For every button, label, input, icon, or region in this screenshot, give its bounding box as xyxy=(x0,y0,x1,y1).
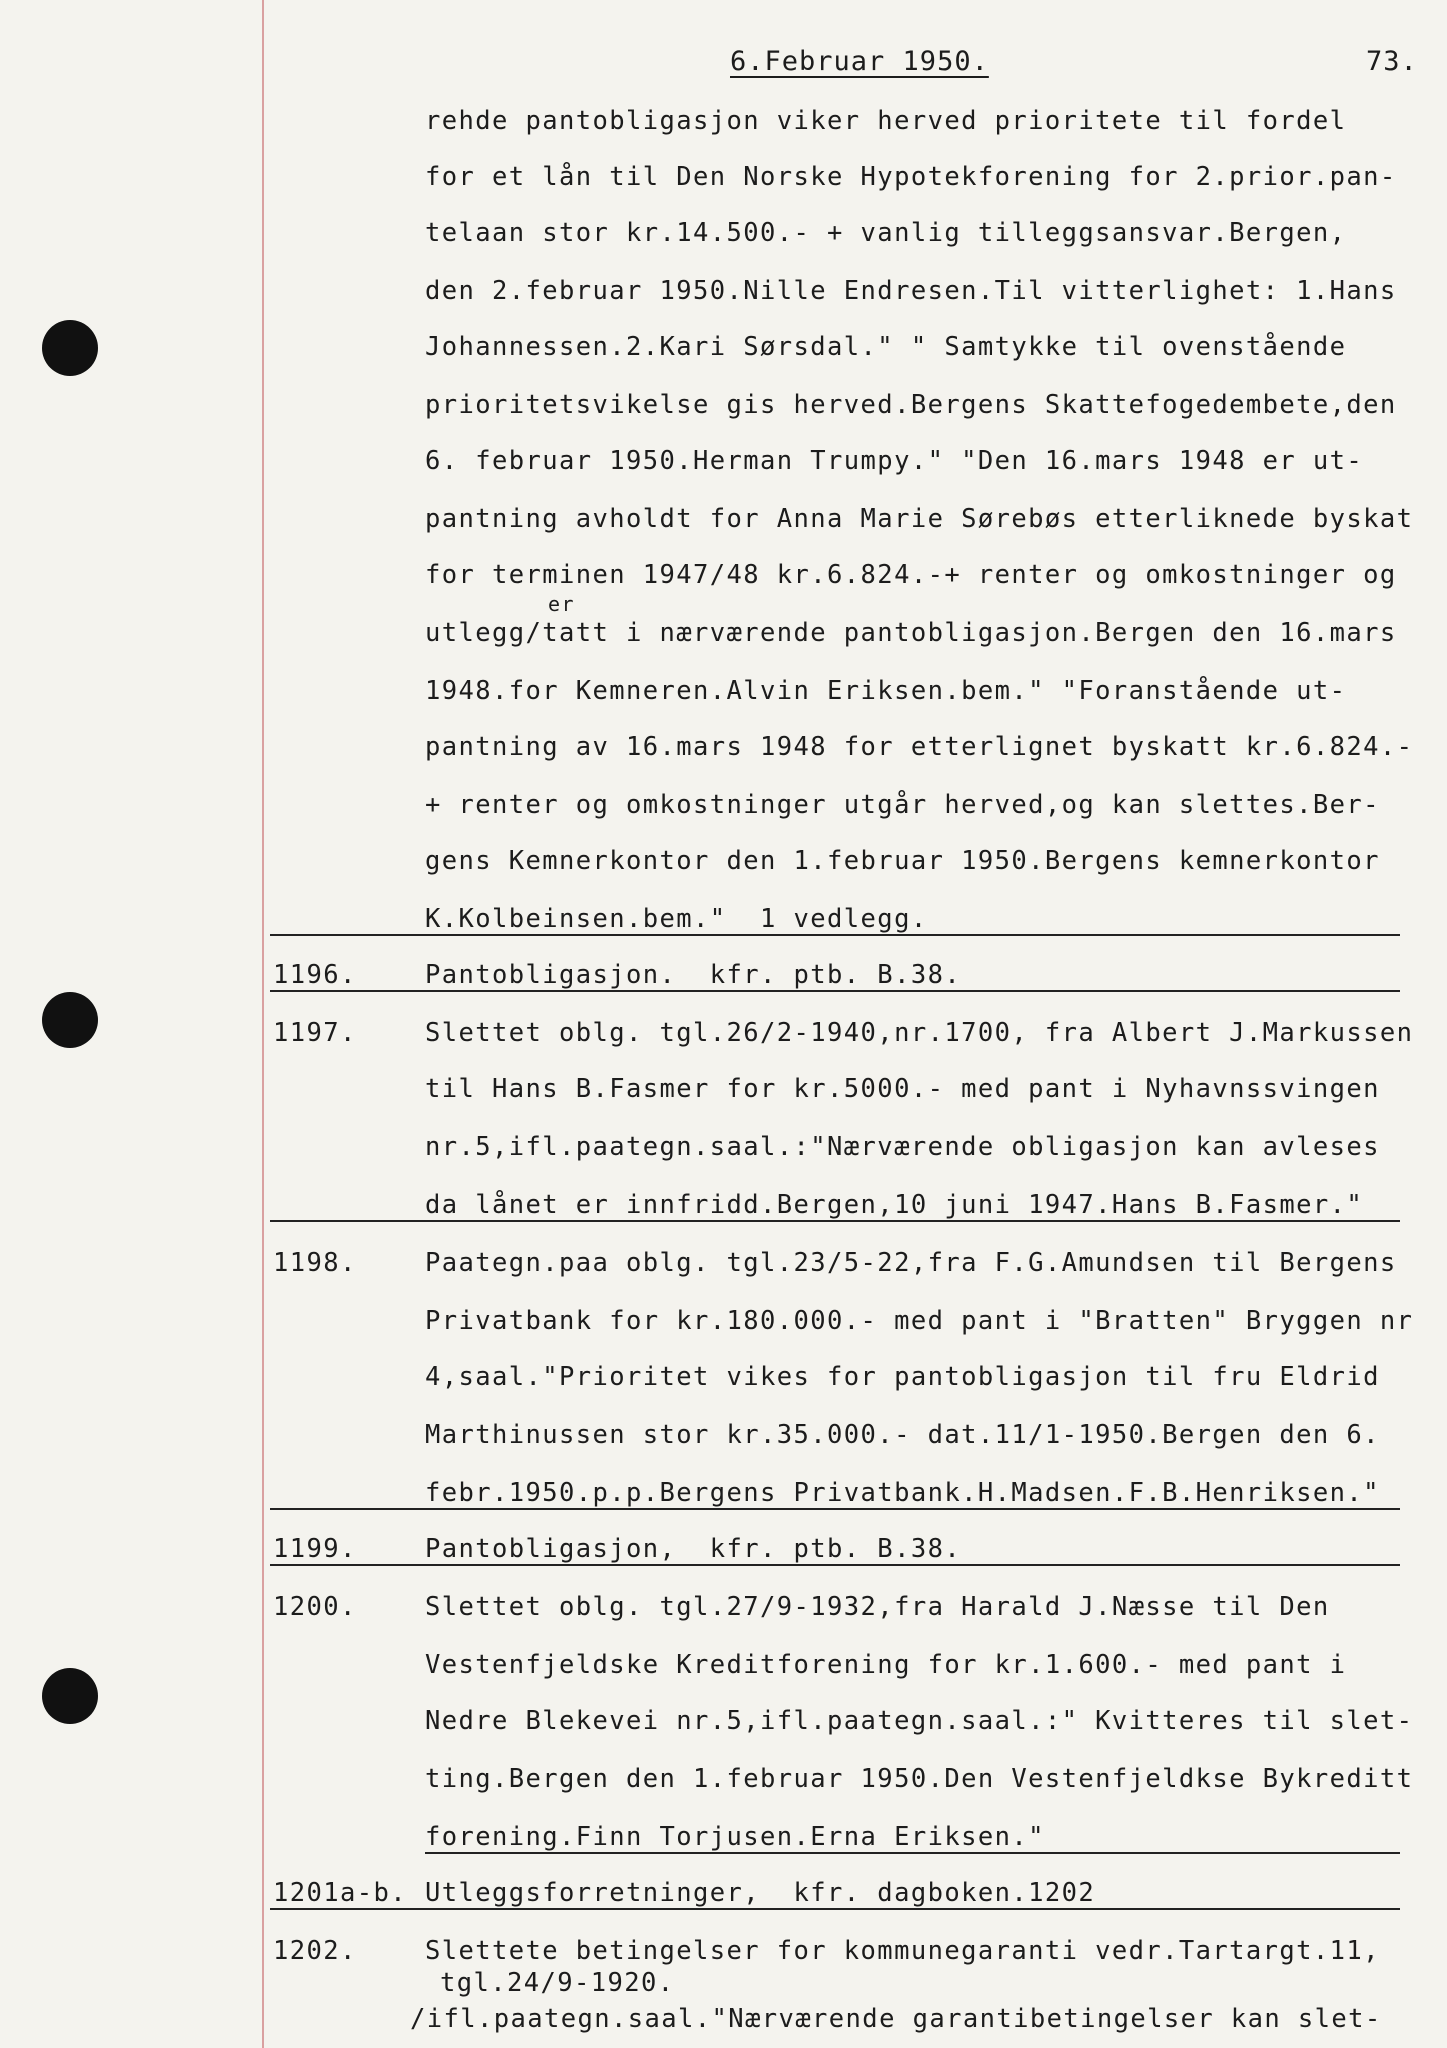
text-line: pantning avholdt for Anna Marie Sørebøs etterliknede byskat xyxy=(425,504,1414,534)
entry-line: Utleggsforretninger, kfr. dagboken.1202 xyxy=(425,1878,1096,1908)
text-line: Johannessen.2.Kari Sørsdal." " Samtykke til ovenstående xyxy=(425,332,1347,362)
entry-line: Nedre Blekevei nr.5,ifl.paategn.saal.:" Kvitteres til slet- xyxy=(425,1706,1414,1736)
entry-line: Slettet oblg. tgl.27/9-1932,fra Harald J.Næsse til Den xyxy=(425,1592,1330,1622)
text-line: for terminen 1947/48 kr.6.824.-+ renter og omkostninger og xyxy=(425,560,1397,590)
text-line: K.Kolbeinsen.bem." 1 vedlegg. xyxy=(425,904,928,934)
text-line: gens Kemnerkontor den 1.februar 1950.Bergens kemnerkontor xyxy=(425,846,1380,876)
entry-line: /ifl.paategn.saal."Nærværende garantibetingelser kan slet- xyxy=(410,2004,1382,2034)
entry-line: 4,saal."Prioritet vikes for pantobligasjon til fru Eldrid xyxy=(425,1362,1380,1392)
divider xyxy=(425,1852,1400,1854)
margin-rule xyxy=(262,0,264,2048)
page-date: 6.Februar 1950. xyxy=(730,46,989,77)
entry-line: Pantobligasjon. kfr. ptb. B.38. xyxy=(425,960,962,990)
entry-number: 1201a-b. xyxy=(273,1878,408,1908)
text-line: pantning av 16.mars 1948 for etterlignet byskatt kr.6.824.- xyxy=(425,732,1414,762)
entry-number: 1198. xyxy=(273,1248,357,1278)
entry-line: da lånet er innfridd.Bergen,10 juni 1947.Hans B.Fasmer." xyxy=(425,1190,1364,1220)
text-line: 1948.for Kemneren.Alvin Eriksen.bem." "Foranstående ut- xyxy=(425,676,1347,706)
divider xyxy=(270,990,1400,992)
entry-line: Slettet oblg. tgl.26/2-1940,nr.1700, fra Albert J.Markussen xyxy=(425,1018,1414,1048)
entry-line: Paategn.paa oblg. tgl.23/5-22,fra F.G.Amundsen til Bergens xyxy=(425,1248,1397,1278)
divider xyxy=(270,1508,1400,1510)
interlinear-note: er xyxy=(548,592,575,616)
entry-number: 1200. xyxy=(273,1592,357,1622)
text-line: utlegg/tatt i nærværende pantobligasjon.Bergen den 16.mars xyxy=(425,618,1397,648)
text-line: prioritetsvikelse gis herved.Bergens Skattefogedembete,den xyxy=(425,390,1397,420)
page-number: 73. xyxy=(1366,46,1418,77)
text-line: 6. februar 1950.Herman Trumpy." "Den 16.mars 1948 er ut- xyxy=(425,446,1364,476)
text-line: for et lån til Den Norske Hypotekforening for 2.prior.pan- xyxy=(425,162,1397,192)
entry-line: Marthinussen stor kr.35.000.- dat.11/1-1950.Bergen den 6. xyxy=(425,1420,1380,1450)
entry-number: 1199. xyxy=(273,1534,357,1564)
divider xyxy=(270,934,1400,936)
divider xyxy=(270,1908,1400,1910)
entry-line: Vestenfjeldske Kreditforening for kr.1.600.- med pant i xyxy=(425,1650,1347,1680)
text-line: den 2.februar 1950.Nille Endresen.Til vitterlighet: 1.Hans xyxy=(425,276,1397,306)
entry-number: 1197. xyxy=(273,1018,357,1048)
divider xyxy=(270,1564,1400,1566)
entry-line: til Hans B.Fasmer for kr.5000.- med pant i Nyhavnssvingen xyxy=(425,1074,1380,1104)
entry-line: Privatbank for kr.180.000.- med pant i "Bratten" Bryggen nr xyxy=(425,1306,1414,1336)
text-line: + renter og omkostninger utgår herved,og kan slettes.Ber- xyxy=(425,790,1380,820)
entry-number: 1202. xyxy=(273,1936,357,1966)
punch-hole xyxy=(42,320,98,376)
divider xyxy=(270,1220,1400,1222)
entry-line: Pantobligasjon, kfr. ptb. B.38. xyxy=(425,1534,962,1564)
entry-number: 1196. xyxy=(273,960,357,990)
entry-line: febr.1950.p.p.Bergens Privatbank.H.Madsen.F.B.Henriksen." xyxy=(425,1478,1380,1508)
entry-line: Slettete betingelser for kommunegaranti vedr.Tartargt.11, xyxy=(425,1936,1380,1966)
entry-line: tgl.24/9-1920. xyxy=(440,1968,675,1998)
entry-line: forening.Finn Torjusen.Erna Eriksen." xyxy=(425,1822,1045,1852)
text-line: rehde pantobligasjon viker herved prioritete til fordel xyxy=(425,106,1347,136)
text-line: telaan stor kr.14.500.- + vanlig tilleggsansvar.Bergen, xyxy=(425,218,1347,248)
punch-hole xyxy=(42,1668,98,1724)
entry-line: nr.5,ifl.paategn.saal.:"Nærværende obligasjon kan avleses xyxy=(425,1132,1380,1162)
punch-hole xyxy=(42,992,98,1048)
entry-line: ting.Bergen den 1.februar 1950.Den Vestenfjeldkse Bykreditt xyxy=(425,1764,1414,1794)
